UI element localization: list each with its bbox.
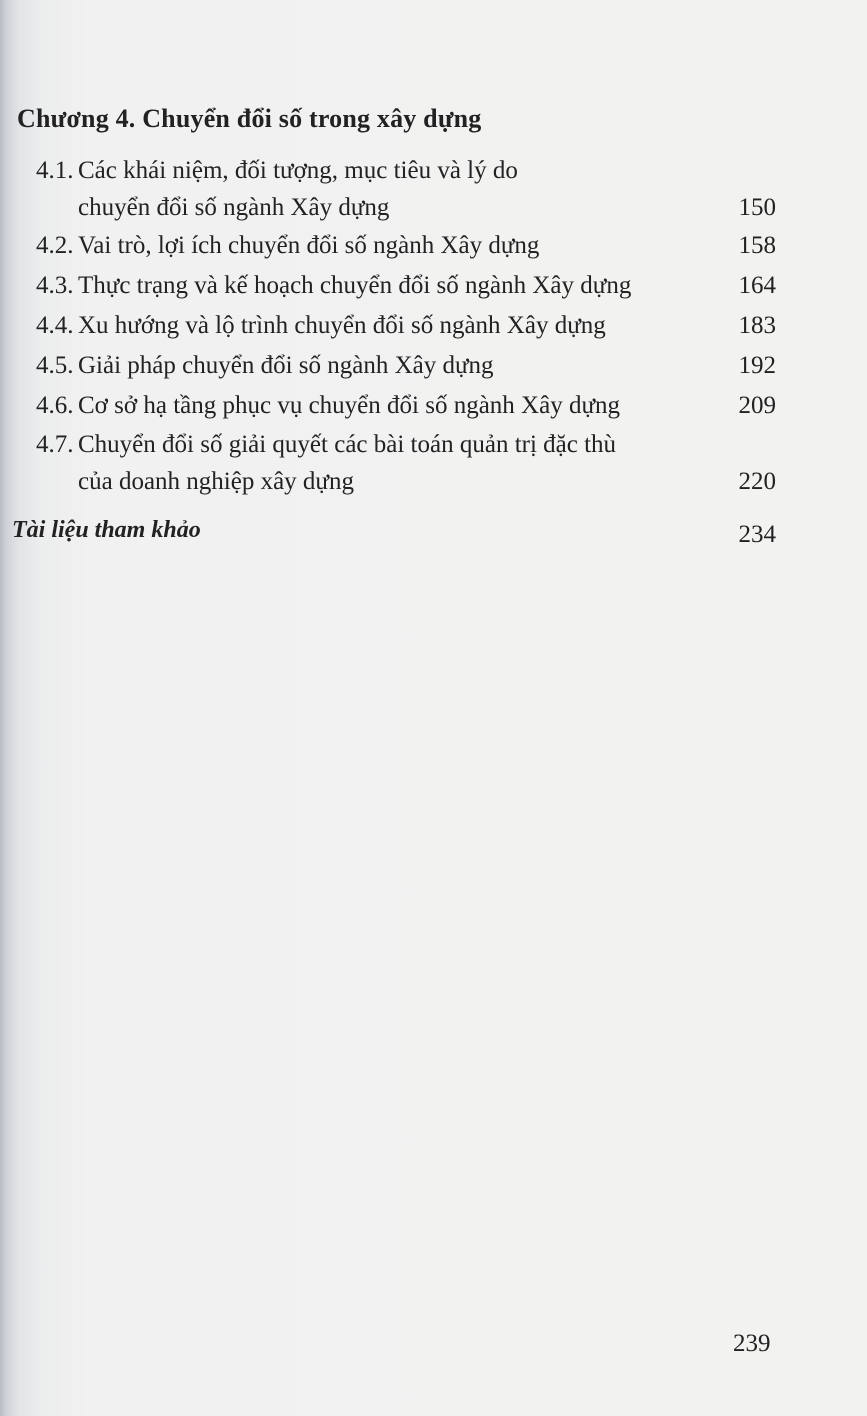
toc-entry-number: 4.2. bbox=[36, 232, 74, 259]
toc-entry-page: 209 bbox=[738, 392, 776, 419]
toc-entry-title: Giải pháp chuyển đổi số ngành Xây dựng bbox=[78, 352, 494, 379]
toc-entry-4-4 bbox=[36, 307, 776, 344]
toc-entry-4-1 bbox=[36, 152, 776, 226]
toc-entry-4-2 bbox=[36, 227, 776, 264]
toc-entry-title-line2: chuyển đổi số ngành Xây dựng bbox=[78, 194, 390, 221]
toc-references bbox=[12, 512, 776, 549]
toc-entry-number: 4.5. bbox=[36, 352, 74, 379]
toc-entry-title: Cơ sở hạ tầng phục vụ chuyển đổi số ngành Xây dựng bbox=[78, 392, 620, 419]
toc-entry-page: 183 bbox=[738, 312, 776, 339]
toc-entry-title-line1: Các khái niệm, đối tượng, mục tiêu và lý do bbox=[78, 157, 518, 184]
page-number: 239 bbox=[733, 1330, 771, 1357]
toc-entry-4-7 bbox=[36, 426, 776, 500]
toc-entry-title: Xu hướng và lộ trình chuyển đổi số ngành Xây dựng bbox=[78, 312, 606, 339]
toc-entry-page: 158 bbox=[738, 232, 776, 259]
toc-entry-number: 4.3. bbox=[36, 272, 74, 299]
toc-entry-4-5 bbox=[36, 347, 776, 384]
toc-entry-number: 4.4. bbox=[36, 312, 74, 339]
toc-entry-title: Vai trò, lợi ích chuyển đổi số ngành Xây dựng bbox=[78, 232, 540, 259]
toc-entry-page: 150 bbox=[738, 194, 776, 221]
toc-entry-number: 4.6. bbox=[36, 392, 74, 419]
toc-entry-page: 192 bbox=[738, 352, 776, 379]
toc-entry-number: 4.7. bbox=[36, 431, 74, 458]
references-page: 234 bbox=[738, 521, 776, 548]
toc-entry-number: 4.1. bbox=[36, 157, 74, 184]
toc-entry-4-3 bbox=[36, 267, 776, 304]
chapter-heading: Chương 4. Chuyển đổi số trong xây dựng bbox=[17, 104, 482, 133]
toc-entry-page: 220 bbox=[738, 468, 776, 495]
toc-entry-4-6 bbox=[36, 387, 776, 424]
toc-entry-title: Thực trạng và kế hoạch chuyển đổi số ngành Xây dựng bbox=[78, 272, 632, 299]
toc-entry-title-line2: của doanh nghiệp xây dựng bbox=[78, 468, 354, 495]
toc-entry-page: 164 bbox=[738, 272, 776, 299]
toc-entry-title-line1: Chuyển đổi số giải quyết các bài toán quản trị đặc thù bbox=[78, 431, 617, 458]
references-title: Tài liệu tham khảo bbox=[12, 517, 201, 543]
